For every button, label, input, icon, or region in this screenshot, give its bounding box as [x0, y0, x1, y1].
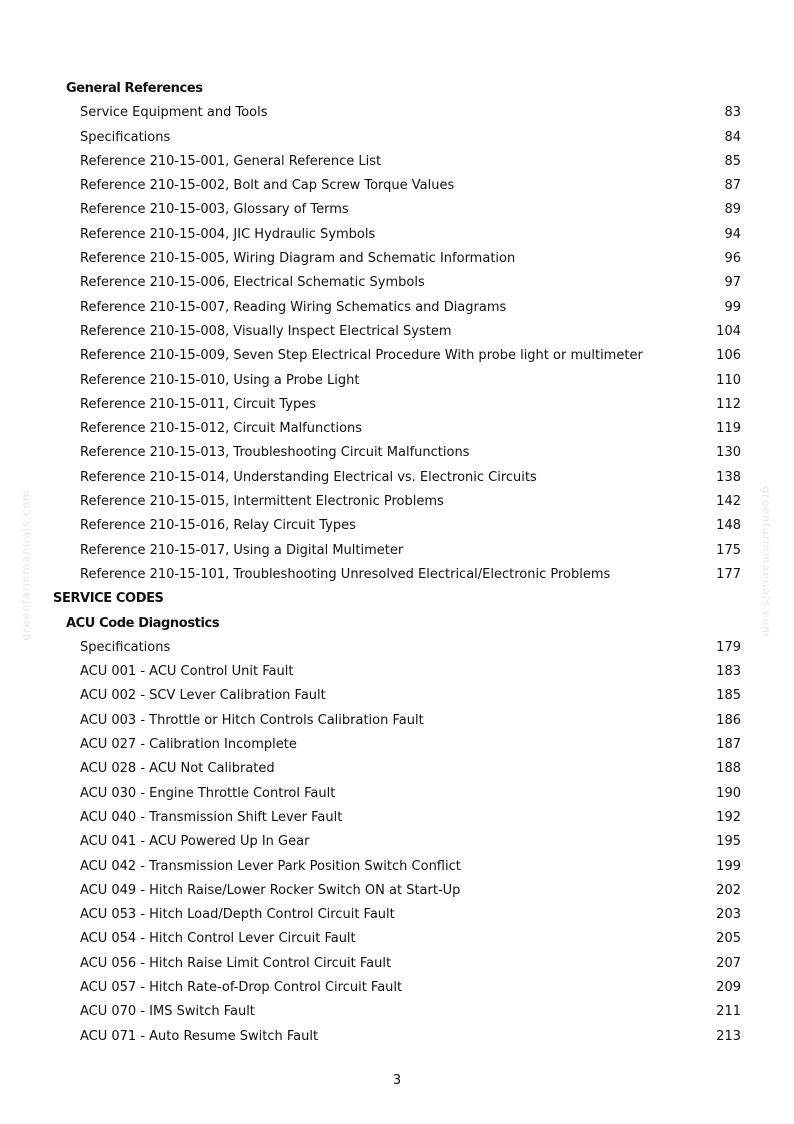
toc-entry-title: Reference 210-15-005, Wiring Diagram and Schematic Information — [80, 251, 516, 267]
toc-entry[interactable] — [0, 369, 794, 393]
toc-heading — [0, 77, 794, 101]
toc-entry-title: Reference 210-15-016, Relay Circuit Types — [80, 518, 356, 534]
toc-heading — [0, 587, 794, 611]
toc-entry-title: SERVICE CODES — [53, 591, 164, 607]
toc-entry-title: ACU 030 - Engine Throttle Control Fault — [80, 785, 336, 801]
toc-entry[interactable] — [0, 539, 794, 563]
toc-entry-page: 185 — [716, 688, 741, 704]
toc-entry-page: 119 — [716, 421, 741, 437]
table-of-contents — [0, 77, 794, 1049]
toc-entry-title: Service Equipment and Tools — [80, 105, 268, 121]
toc-entry-page: 188 — [716, 761, 741, 777]
toc-entry-title: ACU Code Diagnostics — [66, 615, 220, 631]
toc-entry[interactable] — [0, 490, 794, 514]
toc-entry-page: 211 — [716, 1004, 741, 1020]
toc-entry-title: Specifications — [80, 639, 171, 655]
toc-entry-page: 183 — [716, 664, 741, 680]
toc-entry-page: 130 — [716, 445, 741, 461]
toc-entry-title: Reference 210-15-010, Using a Probe Light — [80, 372, 360, 388]
toc-entry-title: Reference 210-15-003, Glossary of Terms — [80, 202, 349, 218]
toc-entry-page: 203 — [716, 907, 741, 923]
toc-entry-title: ACU 070 - IMS Switch Fault — [80, 1004, 255, 1020]
toc-entry[interactable] — [0, 684, 794, 708]
toc-entry-title: ACU 049 - Hitch Raise/Lower Rocker Switch ON at Start-Up — [80, 882, 461, 898]
toc-entry-title: ACU 054 - Hitch Control Lever Circuit Fault — [80, 931, 356, 947]
toc-entry[interactable] — [0, 441, 794, 465]
toc-entry[interactable] — [0, 1000, 794, 1024]
toc-entry[interactable] — [0, 271, 794, 295]
toc-entry[interactable] — [0, 709, 794, 733]
toc-entry-page: 148 — [716, 518, 741, 534]
toc-entry[interactable] — [0, 976, 794, 1000]
toc-entry-page: 87 — [724, 178, 741, 194]
toc-entry-page: 138 — [716, 469, 741, 485]
toc-entry-title: Reference 210-15-013, Troubleshooting Circuit Malfunctions — [80, 445, 470, 461]
toc-entry[interactable] — [0, 344, 794, 368]
toc-entry-page: 97 — [724, 275, 741, 291]
toc-entry-page: 187 — [716, 737, 741, 753]
toc-entry[interactable] — [0, 782, 794, 806]
toc-entry-page: 190 — [716, 785, 741, 801]
toc-entry-page: 213 — [716, 1028, 741, 1044]
toc-entry-title: Reference 210-15-009, Seven Step Electrical Procedure With probe light or multimeter — [80, 348, 643, 364]
toc-entry[interactable] — [0, 393, 794, 417]
toc-entry[interactable] — [0, 636, 794, 660]
watermark-right: greenfarmmanuals.com — [759, 486, 773, 638]
toc-entry[interactable] — [0, 660, 794, 684]
page-number: 3 — [392, 1073, 402, 1088]
toc-entry-page: 83 — [724, 105, 741, 121]
toc-entry-title: Reference 210-15-012, Circuit Malfunctions — [80, 421, 363, 437]
toc-entry-title: ACU 001 - ACU Control Unit Fault — [80, 664, 294, 680]
toc-entry-title: Reference 210-15-008, Visually Inspect Electrical System — [80, 323, 452, 339]
toc-entry-page: 177 — [716, 566, 741, 582]
toc-entry-title: Reference 210-15-101, Troubleshooting Unresolved Electrical/Electronic Problems — [80, 566, 611, 582]
toc-entry-title: Reference 210-15-002, Bolt and Cap Screw Torque Values — [80, 178, 455, 194]
toc-entry-title: ACU 071 - Auto Resume Switch Fault — [80, 1028, 319, 1044]
toc-entry-title: Reference 210-15-014, Understanding Electrical vs. Electronic Circuits — [80, 469, 537, 485]
toc-entry-page: 207 — [716, 955, 741, 971]
toc-entry[interactable] — [0, 757, 794, 781]
toc-entry-page: 186 — [716, 712, 741, 728]
toc-entry-title: ACU 053 - Hitch Load/Depth Control Circuit Fault — [80, 907, 395, 923]
toc-entry-page: 192 — [716, 809, 741, 825]
toc-entry-title: ACU 040 - Transmission Shift Lever Fault — [80, 809, 343, 825]
toc-entry-page: 84 — [724, 129, 741, 145]
toc-entry-page: 96 — [724, 251, 741, 267]
toc-entry[interactable] — [0, 830, 794, 854]
toc-entry-page: 89 — [724, 202, 741, 218]
toc-entry[interactable] — [0, 296, 794, 320]
toc-entry-title: General References — [66, 81, 203, 96]
toc-entry[interactable] — [0, 903, 794, 927]
toc-entry-page: 142 — [716, 494, 741, 510]
toc-entry-title: ACU 028 - ACU Not Calibrated — [80, 761, 275, 777]
toc-entry[interactable] — [0, 733, 794, 757]
toc-entry-title: Specifications — [80, 129, 171, 145]
toc-entry[interactable] — [0, 1025, 794, 1049]
toc-entry-page: 175 — [716, 542, 741, 558]
toc-entry[interactable] — [0, 855, 794, 879]
toc-entry[interactable] — [0, 320, 794, 344]
toc-entry-page: 99 — [724, 299, 741, 315]
toc-entry-title: Reference 210-15-001, General Reference List — [80, 153, 382, 169]
toc-entry-page: 199 — [716, 858, 741, 874]
toc-entry-title: Reference 210-15-015, Intermittent Electronic Problems — [80, 494, 444, 510]
toc-entry-title: Reference 210-15-006, Electrical Schematic Symbols — [80, 275, 425, 291]
toc-entry[interactable] — [0, 198, 794, 222]
toc-entry-title: Reference 210-15-004, JIC Hydraulic Symbols — [80, 226, 376, 242]
toc-entry-title: Reference 210-15-011, Circuit Types — [80, 396, 317, 412]
toc-entry-title: ACU 027 - Calibration Incomplete — [80, 737, 297, 753]
toc-entry-title: ACU 057 - Hitch Rate-of-Drop Control Circuit Fault — [80, 979, 403, 995]
watermark-left: greenfarmmanuals.com — [19, 489, 33, 641]
toc-entry-page: 112 — [716, 396, 741, 412]
toc-entry-page: 195 — [716, 834, 741, 850]
toc-entry-title: ACU 056 - Hitch Raise Limit Control Circuit Fault — [80, 955, 392, 971]
toc-entry-title: ACU 003 - Throttle or Hitch Controls Calibration Fault — [80, 712, 424, 728]
toc-entry[interactable] — [0, 150, 794, 174]
toc-entry[interactable] — [0, 126, 794, 150]
toc-entry[interactable] — [0, 806, 794, 830]
toc-entry[interactable] — [0, 174, 794, 198]
toc-entry-page: 94 — [724, 226, 741, 242]
toc-entry[interactable] — [0, 417, 794, 441]
toc-entry-page: 106 — [716, 348, 741, 364]
toc-entry[interactable] — [0, 101, 794, 125]
toc-entry-page: 110 — [716, 372, 741, 388]
toc-entry-title: Reference 210-15-017, Using a Digital Multimeter — [80, 542, 404, 558]
toc-entry-title: ACU 002 - SCV Lever Calibration Fault — [80, 688, 326, 704]
toc-entry[interactable] — [0, 879, 794, 903]
toc-entry-title: ACU 042 - Transmission Lever Park Position Switch Conflict — [80, 858, 461, 874]
toc-entry[interactable] — [0, 952, 794, 976]
toc-entry-page: 85 — [724, 153, 741, 169]
toc-entry[interactable] — [0, 563, 794, 587]
toc-entry[interactable] — [0, 466, 794, 490]
toc-entry[interactable] — [0, 927, 794, 951]
toc-entry-page: 179 — [716, 639, 741, 655]
toc-heading — [0, 612, 794, 636]
toc-entry-page: 205 — [716, 931, 741, 947]
toc-entry[interactable] — [0, 514, 794, 538]
toc-entry[interactable] — [0, 223, 794, 247]
toc-entry[interactable] — [0, 247, 794, 271]
toc-entry-page: 209 — [716, 979, 741, 995]
toc-entry-title: ACU 041 - ACU Powered Up In Gear — [80, 834, 310, 850]
toc-entry-page: 202 — [716, 882, 741, 898]
toc-entry-title: Reference 210-15-007, Reading Wiring Schematics and Diagrams — [80, 299, 507, 315]
toc-entry-page: 104 — [716, 323, 741, 339]
